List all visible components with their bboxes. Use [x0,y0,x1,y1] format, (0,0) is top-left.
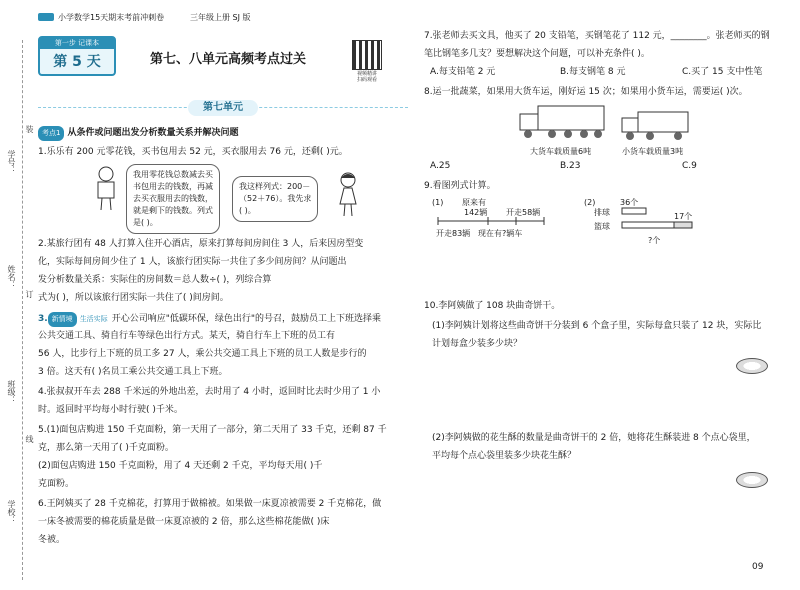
q4-line-2: 时。返回时平均每小时行驶( )千米。 [38,405,183,415]
q2-line-3: 发分析数量关系：实际住的房间数＝总人数÷( )，列综合算 [38,275,272,285]
diagram2-b-value: 17个 [674,212,693,221]
q7-line-2: 笔比钢笔多几支？要想解决这个问题，可以补充条件( )。 [424,49,650,59]
q3-line-1: 3. 新情境 生活实际 开心公司响应"低碳环保，绿色出行"的号召，鼓励员工上下班选择乘 [38,312,381,327]
boy-speech-bubble: 我用零花钱总数减去买 书包用去的钱数，再减 去买衣服用去的钱数， 就是剩下的钱数。列式 是( )。 [126,164,220,234]
diagram2-b-label: 篮球 [594,222,610,231]
peanut-snack-illustration [736,472,768,488]
q10-p1-line-1: (1)李阿姨计划将这些曲奇饼干分装到 6 个盒子里，实际每盒只装了 12 块，实际比 [432,321,762,331]
student-number-label: 学号： [7,150,16,174]
q4-line-1: 4.张叔叔开车去 288 千米远的外地出差，去时用了 4 小时，返回时比去时少用了 1 小 [38,387,381,397]
q1-text: 1.乐乐有 200 元零花钱，买书包用去 52 元，买衣服用去 76 元，还剩( )元。 [38,147,348,157]
q5-line-2: 克，那么第一天用了( )千克面粉。 [38,443,174,453]
q5-line-4: 克面粉。 [38,479,75,489]
school-label: 学校： [7,500,16,524]
series-logo [38,13,54,21]
diagram1-left: 开走83辆 [436,229,471,238]
q10-p1-line-2: 计划每盒少装多少块？ [432,339,523,349]
series-title: 小学数学15天期末考前冲刺卷 [58,13,165,22]
q3-line-2: 公共交通工具、骑自行车等绿色出行方式。某天，骑自行车上下班的员工有 [38,331,336,341]
diagram1-top-label: 原来有 [462,198,486,207]
diagram1-now: 现在有?辆车 [478,229,523,238]
diagram1-total: 142辆 [464,208,488,217]
diagram2-a-value: 36个 [620,198,639,207]
small-truck-caption: 小货车载质量3吨 [622,147,684,156]
q6-line-3: 冬被。 [38,535,66,545]
class-label: 班级： [7,380,16,404]
q6-line-2: 一床冬被需要的棉花质量是做一床夏凉被的 2 倍，那么这些棉花能做( )床 [38,517,330,527]
q2-line-2: 化，实际每间房间少住了 1 人，该旅行团实际一共住了多少间房间？从问题出 [38,257,347,267]
boy-illustration [92,166,120,212]
q7-line-1: 7.张老师去买文具，他买了 20 支铅笔，买钢笔花了 112 元，________。张老师买的钢 [424,31,770,41]
unit7-heading: 第七单元 [188,100,258,116]
big-truck-caption: 大货车载质量6吨 [530,147,592,156]
q7-option-a: A.每支铅笔 2 元 [430,67,496,77]
q8-text: 8.运一批蔬菜，如果用大货车运，刚好运 15 次；如果用小货车运，需要运( )次。 [424,87,748,97]
page-title: 第七、八单元高频考点过关 [150,52,307,67]
cookie-plate-illustration [736,358,768,374]
girl-speech-bubble: 我这样列式：200－ （52＋76）。我先求 ( )。 [232,176,318,222]
qr-code[interactable] [352,40,382,70]
q8-option-b: B.23 [560,161,581,171]
diagram2-number: (2) [584,198,596,207]
big-truck-illustration [518,104,606,142]
q3-line-3: 56 人，比步行上下班的员工多 27 人，乘公共交通工具上下班的员工人数是步行的 [38,349,367,359]
binding-line [22,40,23,580]
page-number: 09 [752,562,764,572]
diagram2-bars [620,204,696,232]
day-badge [38,36,116,76]
q10-p2-line-2: 平均每个点心袋里装多少块花生酥？ [432,451,577,461]
q2-line-1: 2.某旅行团有 48 人打算入住开心酒店，原来打算每间房间住 3 人，后来因房型变 [38,239,364,249]
q8-option-c: C.9 [682,161,697,171]
topic-heading: 考点1 从条件或问题出发分析数量关系并解决问题 [38,126,238,141]
diagram1-bar [436,215,546,227]
diagram1-number: (1) [432,198,444,207]
q7-option-b: B.每支钢笔 8 元 [560,67,626,77]
q3-line-4: 3 倍。这天有( )名员工乘公共交通工具上下班。 [38,367,228,377]
day-tag: 第一步 记课本 [40,38,114,49]
q6-line-1: 6.王阿姨买了 28 千克棉花，打算用于做棉被。如果做一床夏凉被需要 2 千克棉花，做 [38,499,382,509]
q10-p2-line-1: (2)李阿姨做的花生酥的数量是曲奇饼干的 2 倍，她将花生酥装进 8 个点心袋里， [432,433,756,443]
girl-illustration [334,172,362,218]
seal-char-3: 线 [25,435,34,443]
q2-line-4: 式为( )，所以该旅行团实际一共住了( )间房间。 [38,293,229,303]
name-label: 姓名： [7,265,16,289]
q7-option-c: C.买了 15 支中性笔 [682,67,763,77]
grade-label: 三年级上册 SJ 版 [190,13,251,22]
diagram2-a-label: 排球 [594,208,610,217]
q5-line-1: 5.(1)面包店购进 150 千克面粉，第一天用了一部分，第二天用了 33 千克，还剩 87 千 [38,425,387,435]
q5-line-3: (2)面包店购进 150 千克面粉，用了 4 天还剩 2 千克，平均每天用( )千 [38,461,323,471]
small-truck-illustration [620,110,690,142]
seal-char-1: 装 [25,125,34,133]
qr-caption: 视频精讲 扫码观看 [356,71,377,83]
diagram2-question: ?个 [648,236,661,245]
q10-text: 10.李阿姨做了 108 块曲奇饼干。 [424,301,561,311]
diagram1-gone: 开走58辆 [506,208,541,217]
q9-text: 9.看图列式计算。 [424,181,496,191]
seal-char-2: 订 [25,290,34,298]
day-number: 第 5 天 [53,54,101,70]
q8-option-a: A.25 [430,161,451,171]
